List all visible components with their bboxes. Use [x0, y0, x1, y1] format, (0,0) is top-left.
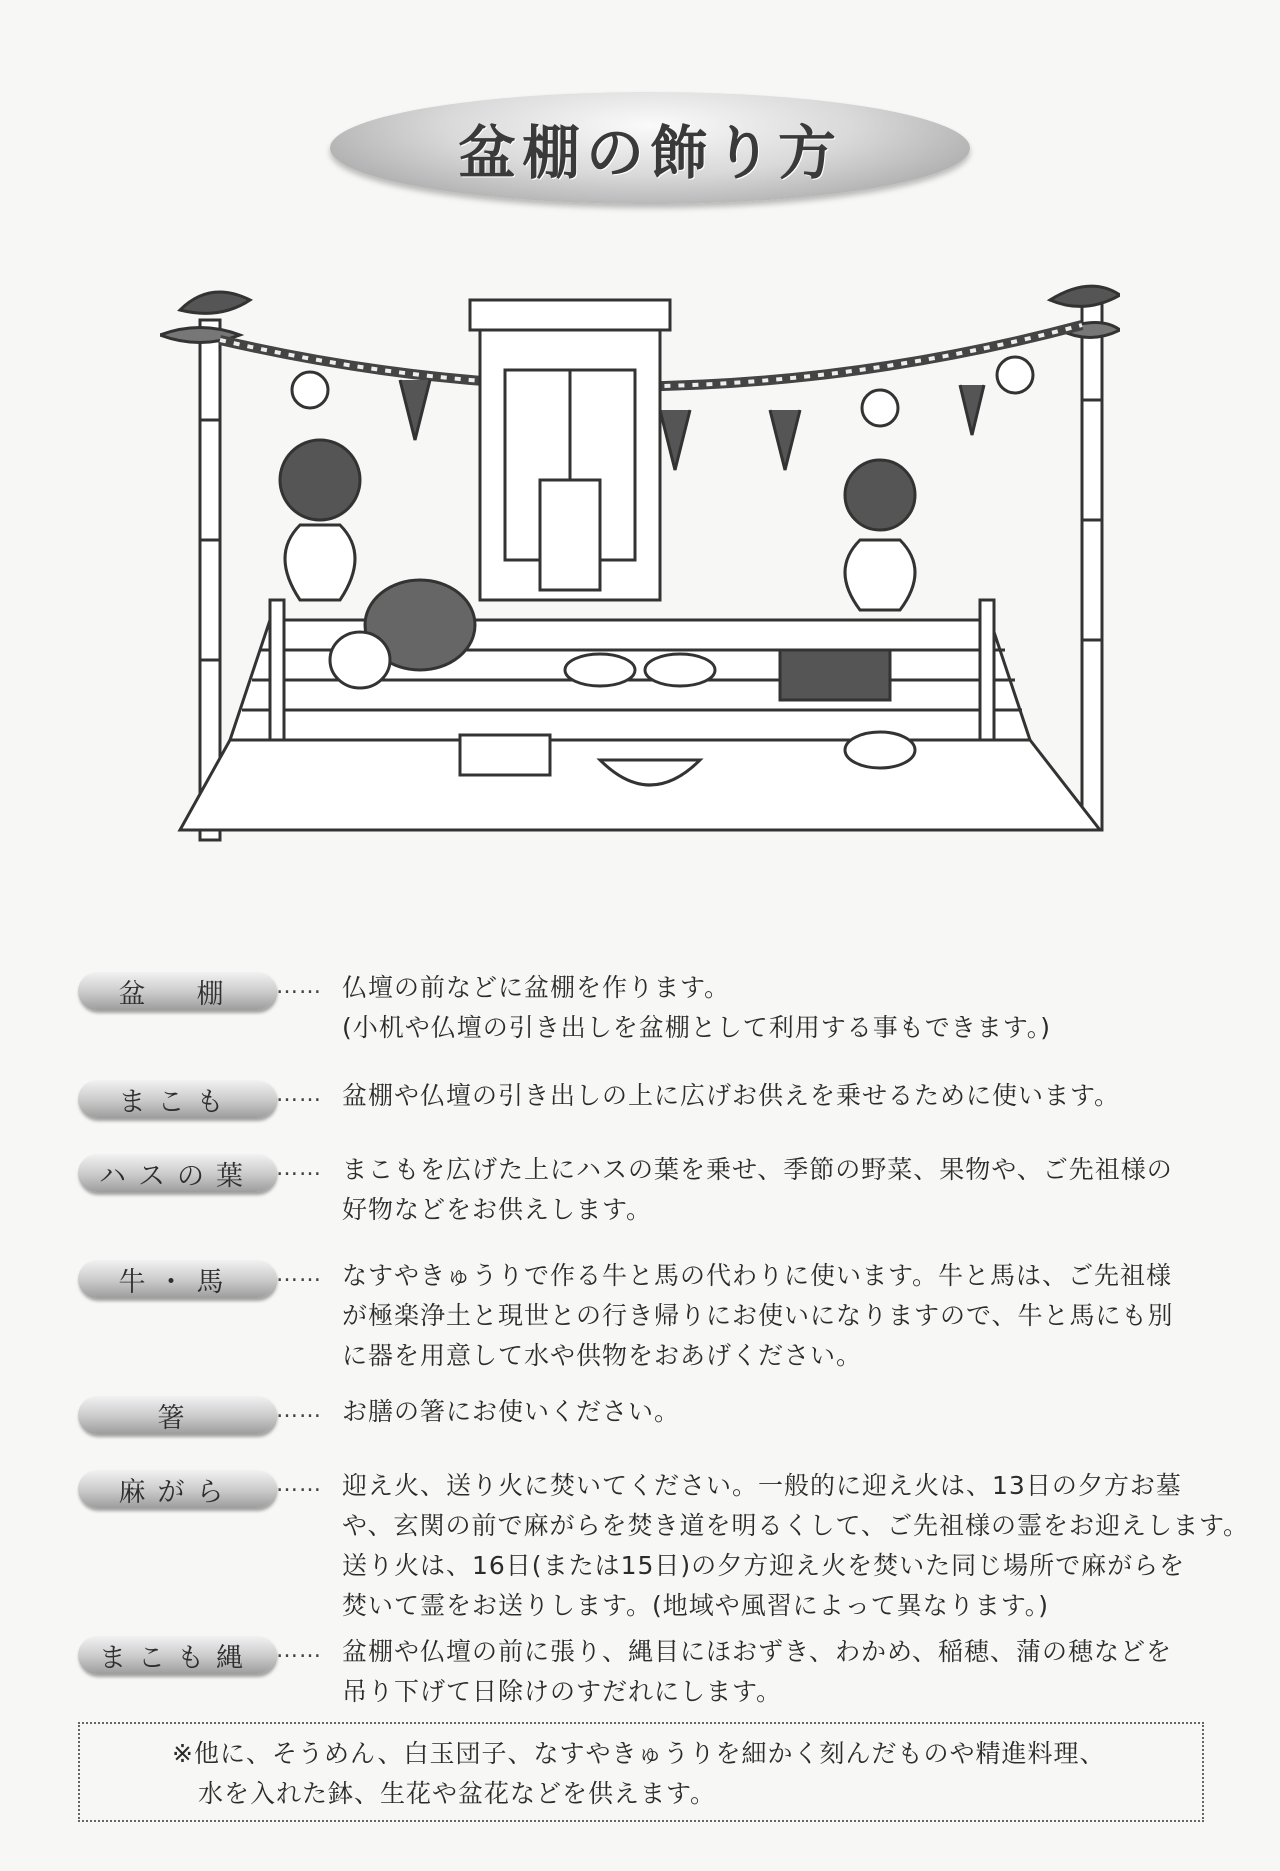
item-label-pill: まこも	[78, 1080, 276, 1118]
item-description: お膳の箸にお使いください。	[342, 1397, 681, 1426]
item-label-pill: 盆 棚	[78, 972, 276, 1010]
title-banner	[330, 92, 970, 204]
leader-dots: ……	[276, 1638, 322, 1663]
item-label-pill: まこも縄	[78, 1636, 276, 1674]
item-description: なすやきゅうりで作る牛と馬の代わりに使います。牛と馬は、ご先祖様 が極楽浄土と現世との行き帰りにお使いになりますので、牛と馬にも別 に器を用意して水や供物をおあげください。	[342, 1261, 1174, 1370]
leader-dots: ……	[276, 974, 322, 999]
item-description: まこもを広げた上にハスの葉を乗せ、季節の野菜、果物や、ご先祖様の 好物などをお供えします。	[342, 1155, 1173, 1224]
leader-dots: ……	[276, 1398, 322, 1423]
item-description: 仏壇の前などに盆棚を作ります。 (小机や仏壇の引き出しを盆棚として利用する事もできます。)	[342, 973, 1052, 1042]
item-label-pill: 麻がら	[78, 1470, 276, 1508]
item-label-pill: 箸	[78, 1396, 276, 1434]
page-title: 盆棚の飾り方	[457, 119, 842, 187]
leader-dots: ……	[276, 1472, 322, 1497]
leader-dots: ……	[276, 1262, 322, 1287]
item-label-pill: ハスの葉	[78, 1154, 276, 1192]
leader-dots: ……	[276, 1082, 322, 1107]
item-description: 盆棚や仏壇の前に張り、縄目にほおずき、わかめ、稲穂、蒲の穂などを 吊り下げて日除けのすだれにします。	[342, 1637, 1173, 1706]
item-description: 盆棚や仏壇の引き出しの上に広げお供えを乗せるために使います。	[342, 1081, 1121, 1110]
note-box: ※他に、そうめん、白玉団子、なすやきゅうりを細かく刻んだものや精進料理、 水を入れた鉢、生花や盆花などを供えます。	[78, 1722, 1204, 1822]
leader-dots: ……	[276, 1156, 322, 1181]
item-description: 迎え火、送り火に焚いてください。一般的に迎え火は、13日の夕方お墓 や、玄関の前で麻がらを焚き道を明るくして、ご先祖様の霊をお迎えします。 送り火は、16日(または15日)の夕方迎え火を焚いた同じ場所で麻がらを 焚いて霊をお送りします。(地域や風習によって異なります。)	[342, 1471, 1250, 1620]
item-label-pill: 牛・馬	[78, 1260, 276, 1298]
bon-altar-illustration-icon	[160, 280, 1120, 900]
